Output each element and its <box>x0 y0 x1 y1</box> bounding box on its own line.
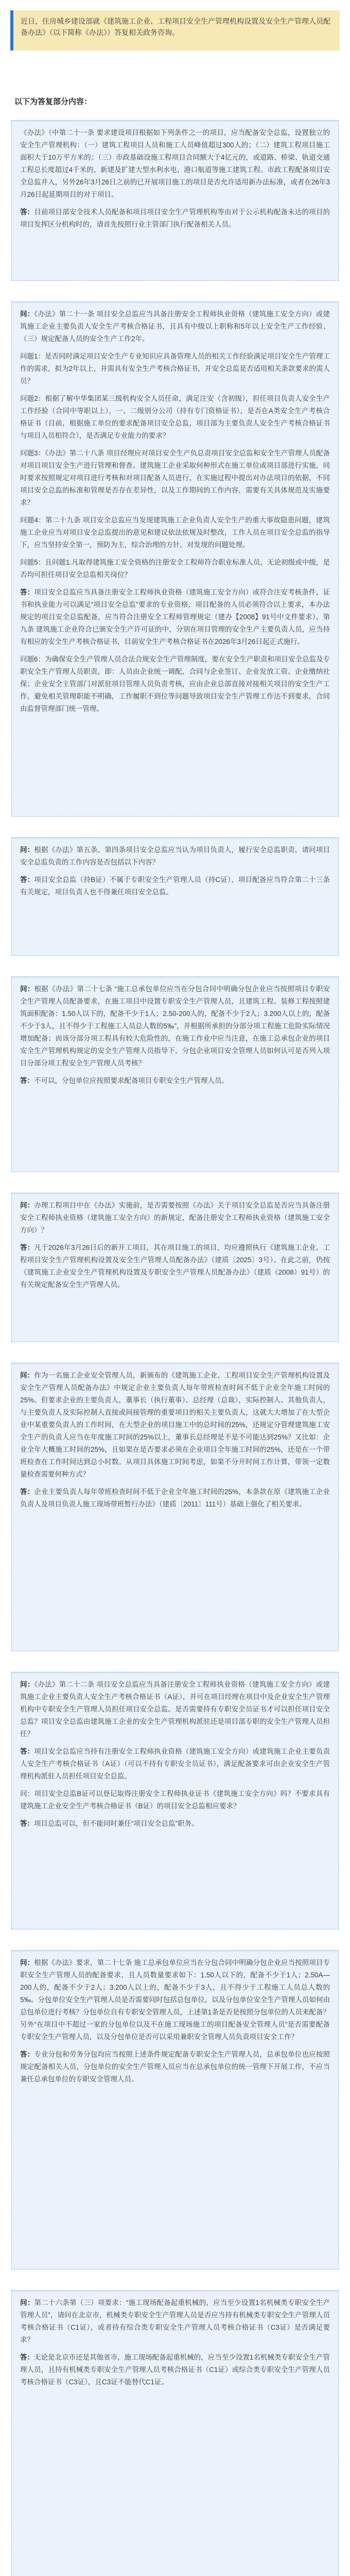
paragraph-text: 项目安全总监应当持有注册安全工程师执业资格（建筑施工安全方向）或建筑施工企业主要负责人安全生产考核合格证书（A证）（可以不持有专职安全员证书），满足配备要求可由企业安全生产管理机构派驻人员担任项目安全总监。 <box>20 1748 330 1780</box>
paragraph-text: 《办法》第二十二条 项目安全总监应当具备注册安全工程师执业资格（建筑施工安全方向）或建筑施工企业主要负责人安全生产考核合格证书（A证），并可在项目经理在项目中及企业安全生产管理机构中专职安全生产管理人员担任项目安全总监。是否需要持有专职安全员证书才可以担任项目安全总监？项目安全总监由建筑施工企业的安全生产管理机构派驻还是项目部专职的安全生产管理人员担任？ <box>20 1681 330 1738</box>
block-top-shade <box>12 838 338 840</box>
answer-label: 答： <box>20 1488 34 1496</box>
qa-block <box>11 837 339 956</box>
paragraph-text: 问题2：根据了解中华集团某三级机构安全人员任命，满足注安（含初级），担任项目负责人安全生产工作经验（合同中等职以上），一、二级别分公司（持有专门资格证书），是否在A类安全生产考核合格证书（目前，根据施工单位的要求配备项目安全总监，项目部为主要负责人安全生产考核合格证书与项目人员相符合），是否满足专业能力的要求？ <box>20 395 330 439</box>
block-top-shade <box>12 977 338 979</box>
paragraph-text: 根据《办法》要求，第二十七条 施工总承包单位应当在分包合同中明确分包企业应当按照项目专职安全生产管理人员的配备要求，且人员数量要求如下：1.50人以下的，配备不少于1人；2.50A—200人的，配备不少于2人；3.200人以上的，配备不少于3人，且不得少于工程施工人员总人数的5‰。分包单位安全生产管理人员是否需要同时包括总包单位，以及分包单位安全生产管理人员如何由总包单位进行考核？分包单位自有专职安全管理人员，上述第1条是否是按照分包单位的人员来配备？另外“在项目中不超过一家的分包单位以及不在施工现场施工的项目配备安全管理人员”是否需要配备专职安全生产管理人员，以及分包单位是否可以采用兼职安全管理人员负责项目安全工作？ <box>20 1959 330 2041</box>
answer-label: 答： <box>20 1820 34 1827</box>
block-top-shade <box>12 1363 338 1365</box>
qa-paragraph <box>20 1369 330 1481</box>
qa-paragraph <box>20 2048 330 2086</box>
paragraph-text: 问：项目安全总监B证可以登记取得注册安全工程师执业证书《建筑施工安全方向》吗？不要求具有建筑施工企业安全生产考核合格证书（B证）的项目安全总监相应要求？ <box>20 1790 330 1810</box>
answer-label: 答： <box>20 208 34 216</box>
paragraph-text: 目前项目部安全技术人员配备和项目项目安全生产管理机构等由对于公示机构配备未达的项目的项目发挥区分机构时的，请首先按照行业主管部门执行配备相关人员。 <box>20 208 330 228</box>
paragraph-text: 问题4：第二十九条 项目安全总监应当发现建筑施工企业负责人安全生产的重大事故隐患问题，建筑施工企业应当对项目安全总监提出的意见和建议依法依规及时整改，工作人员在项目安全总监的指导下，应当坚持安全第一，预防为主，综合治理的方针，对发现的问题处理。 <box>20 516 330 549</box>
paragraph-text: 根据《办法》第二十七条 “施工总承包单位应当在分包合同中明确分包企业应当按照项目专职安全生产管理人员配备要求，在施工项目中设置专职安全生产管理人员，且建筑工程、装修工程按照建筑面积配备：1.50人以下的，配备不少于1人；2.50-200人的，配备不少于2人；3.200人以上的，配备不少于3人，且不得少于工程施工人员总人数的5‰”，并根据所承担的分部分项工程施工危险实际情况增加配备；而该分部分项工程具有较大危险性的，在施工作业中应当注意，在施工总承包企业的项目安全生产管理机构规定的安全生产管理人员指导下，分包企业项目安全管理人员如何认可是否列入项目分部分项工程安全生产管理人员考核？ <box>20 985 330 1067</box>
block-top-shade <box>12 1672 338 1674</box>
qa-paragraph <box>20 844 330 869</box>
paragraph-text: 无论是北京市还是其他省市，施工现场配备起重机械的，应当至少设置1名机械类专职安全生产管理人员，且持有机械类专职安全生产管理人员考核合格证书（C1证）或综合类专职安全生产管理人员考核合格证书（C3证），且C3证不能替代C1证。 <box>20 2353 330 2386</box>
paragraph-text: 项目安全总监应当具备注册安全工程师执业资格（建筑施工安全方向）或符合注安考核条件，证书和执业能力可以满足“项目安全总监”要求的专业资格，项目配备的人员必须符合以上要求，本办法规定的项目安全总监配备，应当符合注册安全工程师管理规定（建办【2008】91号中文件要求）。第九条 建筑施工企业符合已颁安全生产许可证的中，分别在项目管理的安全生产主要负责人员，应当持有相应的安全生产考核合格证书，目前安全生产考核合格证书在2026年3月26日起正式施行。 <box>20 588 330 646</box>
block-top-shade <box>12 121 338 123</box>
question-label: 问： <box>20 1681 34 1688</box>
qa-paragraph <box>20 1486 330 1511</box>
intro-text: 近日，住房城乡建设部就《建筑施工企业、工程项目安全生产管理机构设置及安全生产管理人员配备办法》（以下简称《办法》）答复相关政务咨询。 <box>21 17 330 37</box>
qa-paragraph <box>20 514 330 551</box>
paragraph-text: 问题1：是否同时满足项目安全生产专业知识应具备管理人员的相关工作经验满足项目安全生产管理工作的需求，拟为2年以上，并需具有安全生产考核合格证书，并安全总监是否适用相关条款要求的需人员？ <box>20 352 330 385</box>
qa-paragraph <box>20 653 330 715</box>
paragraph-text: 专业分包和劳务分包均应当按照上述条件规定配备专职安全生产管理人员，总承包单位也应按照规定配备相关人员，分包单位的安全生产管理人员应当在总承包单位的统一管理下开展工作，不应当兼任总承包单位的专职安全管理人员。 <box>20 2050 330 2083</box>
answer-label: 答： <box>20 876 34 884</box>
qa-paragraph <box>20 586 330 648</box>
answer-label: 答： <box>20 588 34 596</box>
paragraph-text: 企业主要负责人每年带班检查时间不低于企业全年施工时间的25%，本条款在原《建筑施工企业负责人及项目负责人施工现场带班暂行办法》（建质〔2011〕111号）基础上强化了相关要求。 <box>20 1488 330 1508</box>
qa-paragraph <box>20 2297 330 2346</box>
paragraph-text: 问题5：且问题1.凡取得建筑施工安全资格的注册安全工程师符合职业标准人员，无论初级或中级，是否均可担任项目安全总监相关岗位？ <box>20 558 330 579</box>
qa-block <box>11 1363 339 1651</box>
paragraph-text: 问题6：为确保安全生产管理人员合法合规安全生产管理制度，要在安全生产职责和项目安全总监及专职安全生产管理人员职责，即：人员由企业统一调配，合同与企业签订、企业发放工资、企业缴纳社保；企业安全主管部门对派驻项目管理人员负责考核，应由企业总部直接对接相关项目的安全生产工作，避免相关管理职能不明确，工作履职不到位等问题导致项目安全生产管理工作达不到要求，合同由监督管理部门统一管理。 <box>20 655 330 713</box>
qa-paragraph <box>20 1242 330 1291</box>
qa-block <box>11 120 339 281</box>
intro-box <box>10 10 340 50</box>
qa-paragraph <box>20 447 330 509</box>
paragraph-text: 项目总监可以，但不能同时兼任“项目安全总监”职务。 <box>34 1820 199 1827</box>
question-label: 问： <box>20 985 34 993</box>
qa-paragraph <box>20 393 330 442</box>
qa-paragraph <box>20 1745 330 1783</box>
paragraph-text: 凡于2026年3月26日后的新开工项目，其在项目施工的项目，均应遵照执行《建筑施工企业、工程项目安全生产管理机构设置及安全生产管理人员配备办法》（建质〔2025〕3号）。在此之前，仍按《建筑施工企业安全生产管理机构设置及专职安全生产管理人员配备办法》（建质（2008）91号）的有关规定配备安全生产管理人员。 <box>20 1244 330 1289</box>
paragraph-text: 根据《办法》第五条、第四条项目安全总监应当认为项目负责人，履行安全总监职责，请问项目安全总监负责的工作内容是否包括以下内容？ <box>20 846 330 866</box>
qa-block <box>11 976 339 1172</box>
qa-paragraph <box>20 1788 330 1812</box>
block-top-shade <box>12 1951 338 1953</box>
question-label: 问： <box>20 1371 34 1379</box>
paragraph-text: 作为一名施工企业安全管理人员，新颁布的《建筑施工企业、工程项目安全生产管理机构设置及安全生产管理人员配备办法》中规定企业主要负责人每年带班检查时间不低于企业全年施工时间的25%。但要求企业的主要负责人，董事长（执行董事）、总经理（总裁），实际控制人、其他负责人，与主要负责人及实际控制人直接或间接管理的重要项目的相关主要负责人，这就大大增加了在大型企业中某重要负责人的工作时间，在大型企业的项目施工中的总时间的25%，还规定分管理建筑施工安全生产的负责人应当在年度施工时间的25%以上，董事长总经理是不是不可能达到25%？又比如：企业全年大概施工时间的25%，且如果在是否要求必须在企业项目全年施工时间的25%，还是在一个带班检查在工作时间达到总小时数。从项目具体施工时间考虑，如果不分开时间工作计算，带领一定数量检查需要何种方式？ <box>20 1371 330 1478</box>
qa-paragraph <box>20 1199 330 1236</box>
block-top-shade <box>12 1193 338 1195</box>
paragraph-text: 问题3：《办法》第二十八条 项目经理应对项目安全生产负总责项目安全总监和安全生产管理人员配备对项目项目安全生产进行管理和督查。建筑施工企业采取何种形式在施工单位或项目部进行实施，同时要求按照规定对项目进行考核和对项目配备人员进行，在实施过程中提出对办法项目的依据，不同项目安全总监的标准和管理是否存在差异性，以及工作期间的工作内容，需要有关具体规范及实施要求？ <box>20 449 330 506</box>
qa-paragraph <box>20 308 330 345</box>
paragraph-text: 《办法》（中第二十一条 要求建设项目根据如下列条件之一的项目，应当配备安全总监，设置独立的安全生产管理机构：（一）建筑工程项目人员和施工人员峰值超过300人的；（二）建筑工程项目施工面积大于10万平方米的；（三）市政基础设施工程项目合同额大于4亿元的，或道路、桥梁、轨道交通工程总长度超过4千米的，新建及扩建大型水利水电、港口航道等施工建筑工程。市政工程配备项目安全总监并入，另外26年3月26日之前的已开展项目施工的项目是否允许适用新办法标准，或者在26年3月26日起延期项目的对于项目。 <box>20 129 330 198</box>
answer-label: 答： <box>20 1077 34 1084</box>
question-label: 问： <box>20 846 34 854</box>
qa-paragraph <box>20 1957 330 2043</box>
qa-paragraph <box>20 556 330 581</box>
answer-label: 答： <box>20 1748 34 1755</box>
qa-paragraph <box>20 1679 330 1740</box>
qa-paragraph <box>20 983 330 1070</box>
paragraph-text: 《办法》第二十一条 项目安全总监应当具备注册安全工程师执业资格（建筑施工安全方向）或建筑施工企业主要负责人安全生产考核合格证书，且具有中级以上职称和5年以上安全生产工作经验、（三）规定配备人员的安全生产工作2年。 <box>20 310 330 343</box>
qa-paragraph <box>20 1075 330 1087</box>
qa-block <box>11 1193 339 1342</box>
qa-paragraph <box>20 1818 330 1830</box>
block-top-shade <box>12 302 338 304</box>
qa-paragraph <box>20 206 330 231</box>
answer-label: 答： <box>20 2353 34 2361</box>
qa-paragraph <box>20 127 330 201</box>
paragraph-text: 项目安全总监（持B证）不属于专职安全生产管理人员（持C证），项目配备应当符合第二十三条有关规定，项目负责人也不得兼任项目安全总监。 <box>20 876 330 896</box>
answer-label: 答： <box>20 1244 34 1251</box>
question-label: 问： <box>20 310 34 318</box>
qa-paragraph <box>20 350 330 387</box>
question-label: 问： <box>20 1201 34 1209</box>
question-label: 问： <box>20 2299 34 2307</box>
qa-block <box>11 301 339 817</box>
question-label: 问： <box>20 1959 34 1967</box>
qa-paragraph <box>20 2351 330 2388</box>
qa-paragraph <box>20 874 330 899</box>
qa-block <box>11 2290 339 2576</box>
paragraph-text: 第二十六条第（三）项要求：“施工现场配备起重机械的，应当至少设置1名机械类专职安全生产管理人员”，请问在北京市，机械类专职安全生产管理人员是否应当持有机械类专职安全生产管理人员考核合格证书（C1证），或者持有综合类专职安全生产管理人员考核合格证书（C3证）是否满足要求？ <box>20 2299 330 2344</box>
qa-block <box>11 1672 339 1929</box>
section-title: 以下为答复部分内容： <box>14 97 92 106</box>
paragraph-text: 不可以，分包单位应按照要求配备项目专职安全生产管理人员。 <box>34 1077 229 1084</box>
answer-label: 答： <box>20 2050 34 2058</box>
block-top-shade <box>12 2291 338 2293</box>
qa-block <box>11 1950 339 2269</box>
paragraph-text: 办理工程项目中在《办法》实施前，是否需要按照《办法》关于项目安全总监是否应当具备注册安全工程师执业资格（建筑施工安全方向）的新规定，配备注册安全工程师执业资格（建筑施工安全方向）？ <box>20 1201 330 1234</box>
